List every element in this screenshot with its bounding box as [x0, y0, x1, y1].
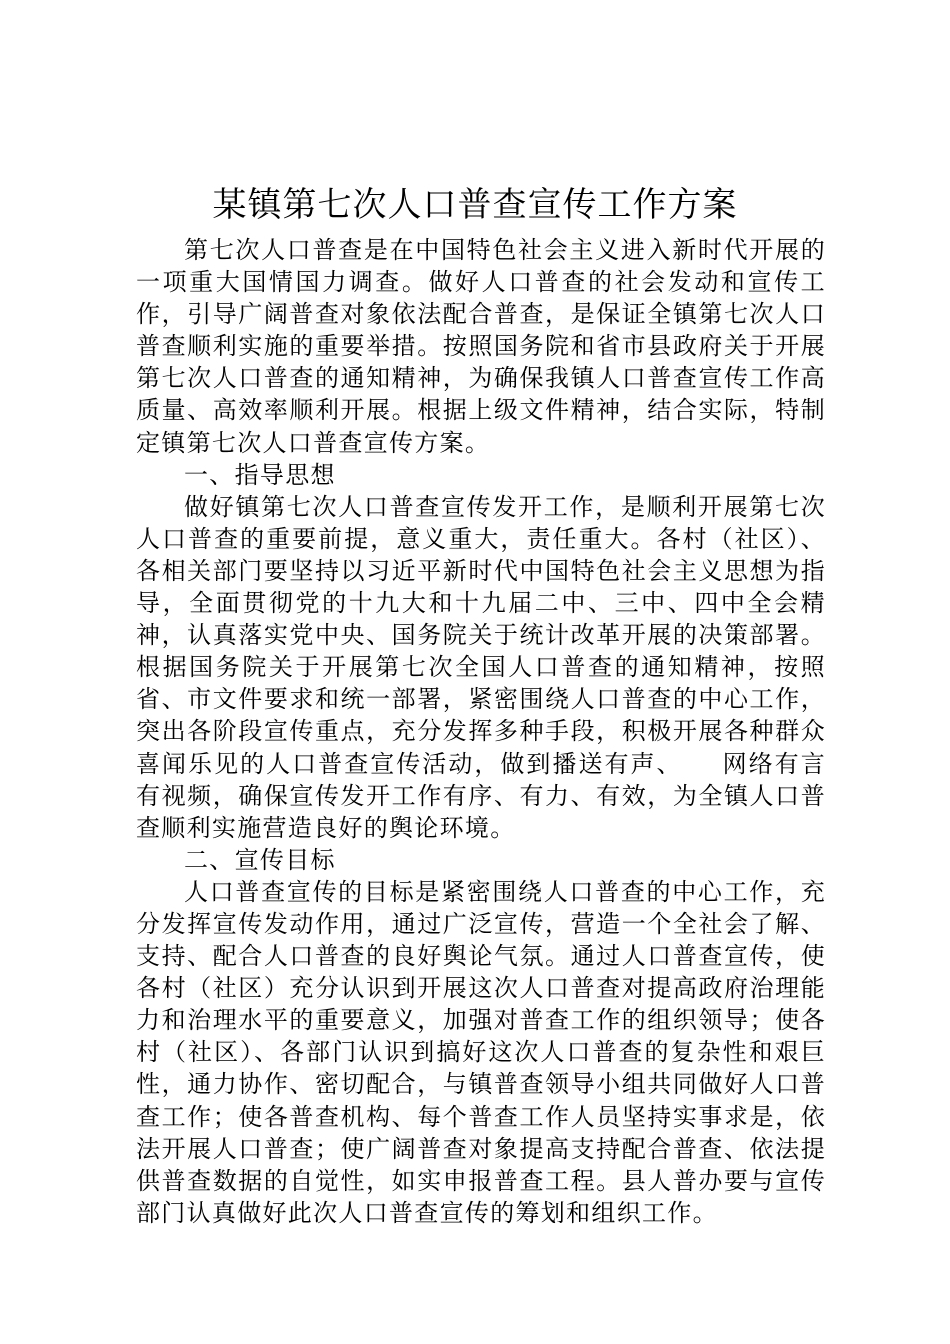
section-heading-publicity-goals: 二、宣传目标 — [184, 845, 336, 874]
section-paragraph-guiding-ideology: 做好镇第七次人口普查宣传发开工作，是顺利开展第七次人口普查的重要前提，意义重大，责任重大。各村（社区）、各相关部门要坚持以习近平新时代中国特色社会主义思想为指导，全面贯彻党的十九大和十九届二中、三中、四中全会精神，认真落实党中央、国务院关于统计改革开展的决策部署。根据国务院关于开展第七次全国人口普查的通知精神，按照省、市文件要求和统一部署，紧密围绕人口普查的中心工作，突出各阶段宣传重点，充分发挥多种手段，积极开展各种群众喜闻乐见的人口普查宣传活动，做到播送有声、 网络有言有视频，确保宣传发开工作有序、有力、有效，为全镇人口普查顺利实施营造良好的舆论环境。 — [136, 492, 826, 842]
document-title: 某镇第七次人口普查宣传工作方案 — [212, 185, 738, 225]
section-heading-guiding-ideology: 一、指导思想 — [184, 460, 336, 489]
section-paragraph-publicity-goals: 人口普查宣传的目标是紧密围绕人口普查的中心工作，充分发挥宣传发动作用，通过广泛宣传，营造一个全社会了解、支持、配合人口普查的良好舆论气氛。通过人口普查宣传，使各村（社区）充分认识到开展这次人口普查对提高政府治理能力和治理水平的重要意义，加强对普查工作的组织领导；使各村（社区）、各部门认识到搞好这次人口普查的复杂性和艰巨性，通力协作、密切配合，与镇普查领导小组共同做好人口普查工作；使各普查机构、每个普查工作人员坚持实事求是，依法开展人口普查；使广阔普查对象提高支持配合普查、依法提供普查数据的自觉性，如实申报普查工程。县人普办要与宣传部门认真做好此次人口普查宣传的筹划和组织工作。 — [136, 877, 826, 1227]
document-body — [136, 234, 826, 1229]
intro-paragraph: 第七次人口普查是在中国特色社会主义进入新时代开展的一项重大国情国力调查。做好人口普查的社会发动和宣传工作，引导广阔普查对象依法配合普查，是保证全镇第七次人口普查顺利实施的重要举措。按照国务院和省市县政府关于开展第七次人口普查的通知精神，为确保我镇人口普查宣传工作高质量、高效率顺利开展。根据上级文件精神，结合实际，特制定镇第七次人口普查宣传方案。 — [136, 236, 826, 457]
